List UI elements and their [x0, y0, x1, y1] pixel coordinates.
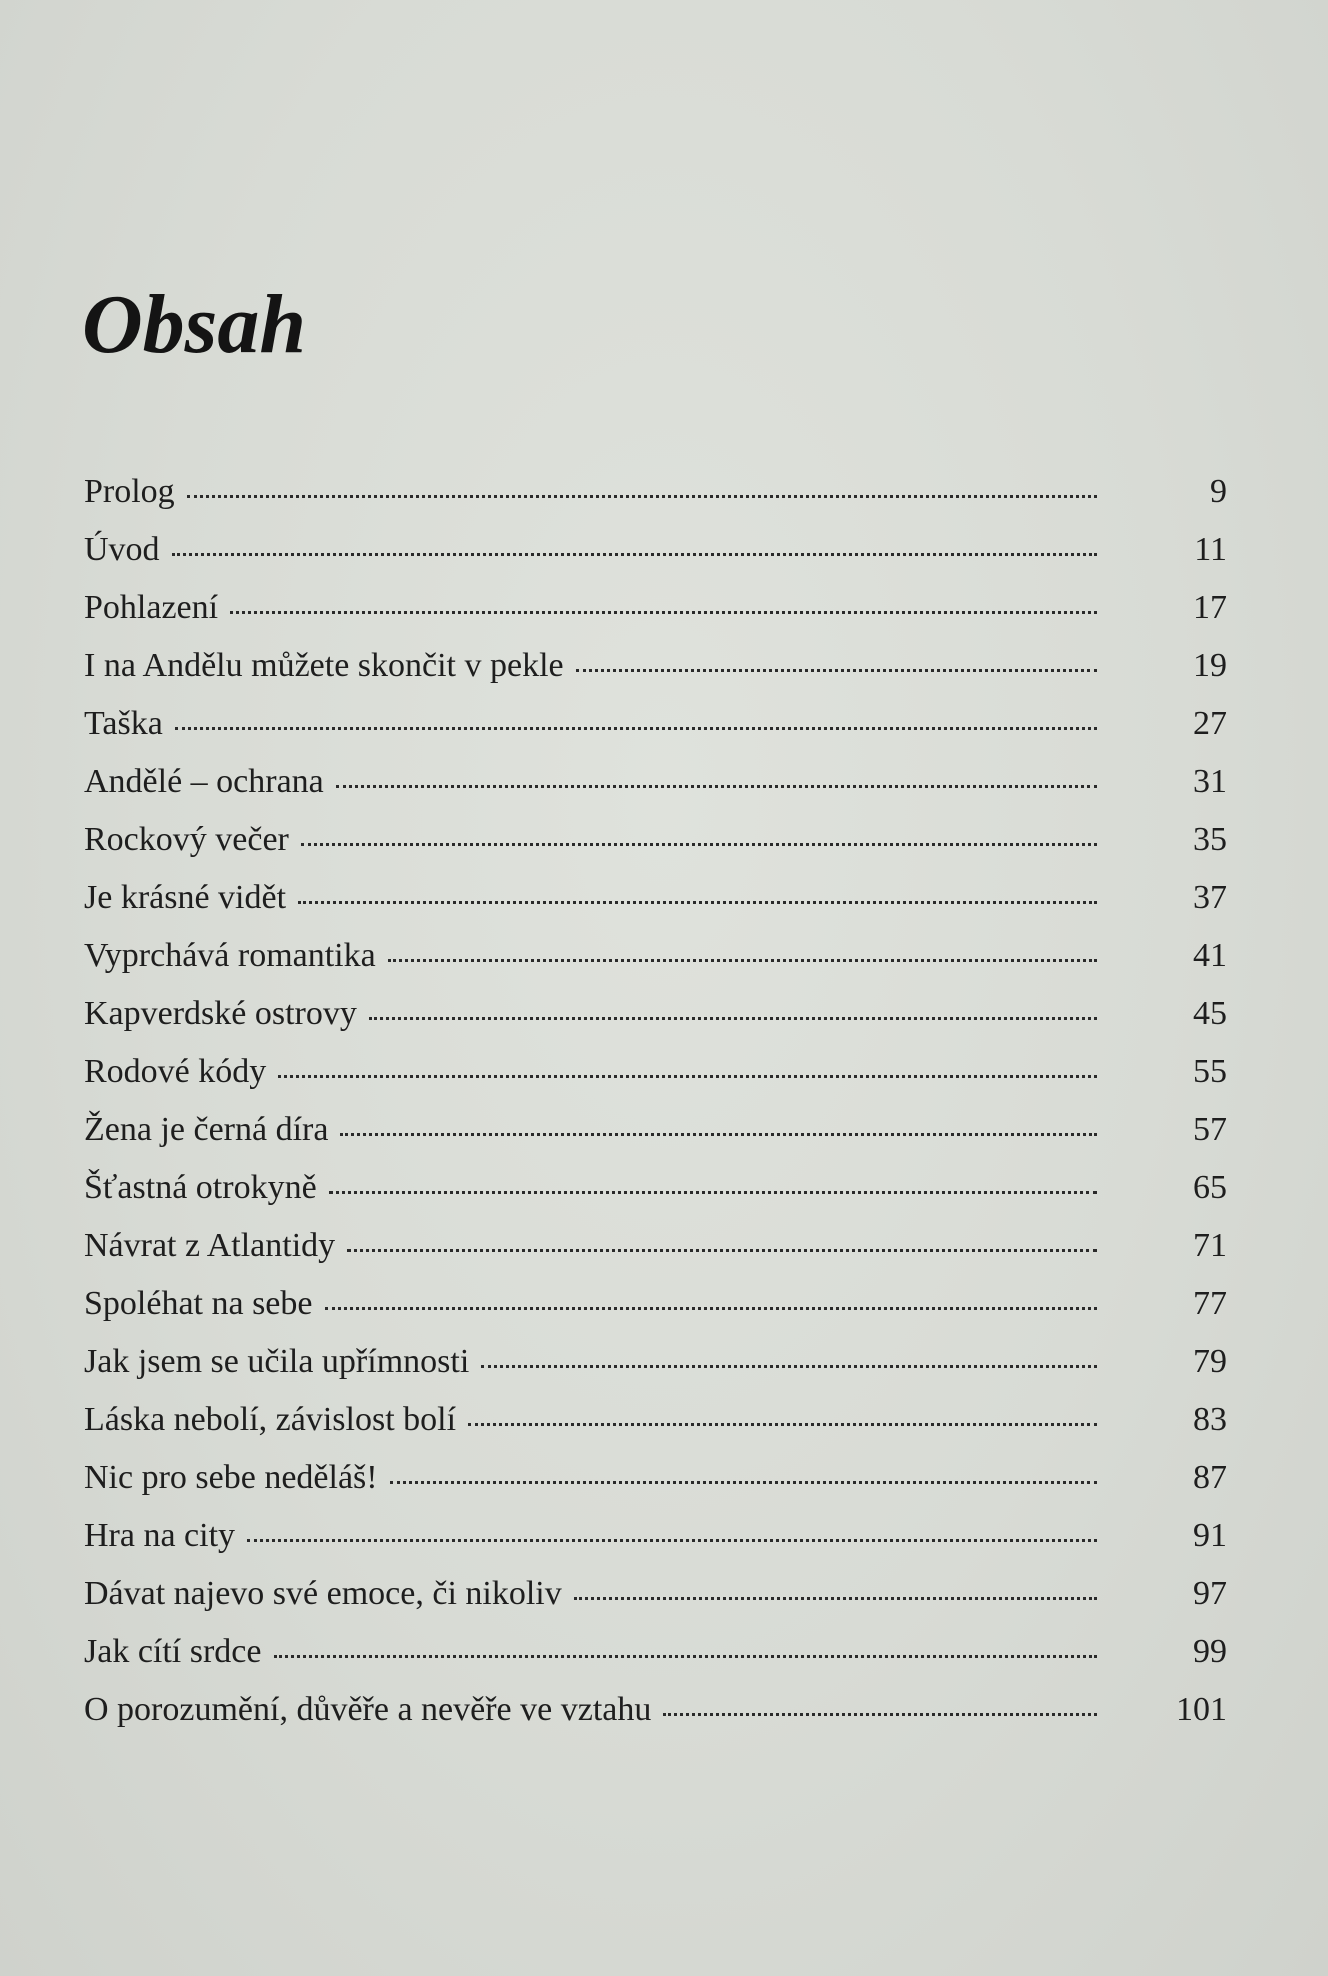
toc-entry-page-number: 55: [1193, 1053, 1227, 1090]
toc-entry: [84, 1333, 1227, 1391]
dot-leader: [175, 727, 1097, 730]
toc-entry-page-number: 9: [1210, 473, 1227, 510]
toc-entry: [84, 1159, 1227, 1217]
toc-entry-title: Dávat najevo své emoce, či nikoliv: [84, 1575, 562, 1612]
dot-leader: [663, 1713, 1097, 1716]
toc-entry: [84, 1043, 1227, 1101]
toc-entry: [84, 985, 1227, 1043]
toc-entry-title: Jak jsem se učila upřímnosti: [84, 1343, 470, 1380]
dot-leader: [576, 669, 1097, 672]
toc-entry-title: Návrat z Atlantidy: [84, 1227, 336, 1264]
dot-leader: [369, 1017, 1097, 1020]
dot-leader: [325, 1307, 1098, 1310]
toc-entry-page-number: 97: [1193, 1575, 1227, 1612]
dot-leader: [230, 611, 1097, 614]
toc-entry: [84, 1565, 1227, 1623]
toc-entry-title: Taška: [84, 705, 163, 742]
toc-entry-page-number: 101: [1176, 1691, 1227, 1728]
dot-leader: [247, 1539, 1097, 1542]
toc-entry-title: Šťastná otrokyně: [84, 1169, 317, 1206]
toc-entry-page-number: 87: [1193, 1459, 1227, 1496]
toc-entry-page-number: 83: [1193, 1401, 1227, 1438]
toc-entry: [84, 579, 1227, 637]
table-of-contents: [84, 463, 1227, 1739]
toc-entry-page-number: 31: [1193, 763, 1227, 800]
toc-entry: [84, 1275, 1227, 1333]
toc-entry: [84, 1623, 1227, 1681]
toc-entry-page-number: 79: [1193, 1343, 1227, 1380]
toc-entry-title: Vyprchává romantika: [84, 937, 376, 974]
toc-entry-page-number: 19: [1193, 647, 1227, 684]
dot-leader: [574, 1597, 1097, 1600]
dot-leader: [187, 495, 1097, 498]
toc-entry: [84, 1507, 1227, 1565]
toc-entry-page-number: 17: [1193, 589, 1227, 626]
toc-entry-title: Prolog: [84, 473, 175, 510]
toc-entry: [84, 869, 1227, 927]
toc-entry: [84, 811, 1227, 869]
toc-entry-title: Hra na city: [84, 1517, 236, 1554]
toc-entry-title: Kapverdské ostrovy: [84, 995, 357, 1032]
toc-entry: [84, 695, 1227, 753]
dot-leader: [172, 553, 1097, 556]
toc-entry-page-number: 99: [1193, 1633, 1227, 1670]
toc-entry-title: O porozumění, důvěře a nevěře ve vztahu: [84, 1691, 652, 1728]
toc-entry-page-number: 11: [1194, 531, 1227, 568]
toc-entry-page-number: 37: [1193, 879, 1227, 916]
toc-entry: [84, 521, 1227, 579]
dot-leader: [301, 843, 1097, 846]
toc-entry-title: Nic pro sebe neděláš!: [84, 1459, 378, 1496]
toc-entry: [84, 637, 1227, 695]
dot-leader: [329, 1191, 1097, 1194]
toc-entry-title: Pohlazení: [84, 589, 219, 626]
dot-leader: [468, 1423, 1097, 1426]
toc-entry: [84, 1681, 1227, 1739]
dot-leader: [390, 1481, 1097, 1484]
toc-entry-page-number: 27: [1193, 705, 1227, 742]
toc-entry-title: Rockový večer: [84, 821, 289, 858]
toc-entry: [84, 1449, 1227, 1507]
toc-entry: [84, 927, 1227, 985]
dot-leader: [481, 1365, 1097, 1368]
toc-entry-title: Úvod: [84, 531, 160, 568]
toc-entry-title: Žena je černá díra: [84, 1111, 329, 1148]
toc-entry-page-number: 45: [1193, 995, 1227, 1032]
dot-leader: [278, 1075, 1097, 1078]
toc-entry-page-number: 65: [1193, 1169, 1227, 1206]
dot-leader: [274, 1655, 1098, 1658]
toc-entry-page-number: 35: [1193, 821, 1227, 858]
toc-entry: [84, 1217, 1227, 1275]
toc-entry-page-number: 57: [1193, 1111, 1227, 1148]
toc-entry: [84, 1391, 1227, 1449]
toc-entry-title: Jak cítí srdce: [84, 1633, 262, 1670]
page-title: Obsah: [82, 278, 307, 371]
toc-entry-page-number: 41: [1193, 937, 1227, 974]
toc-entry-page-number: 91: [1193, 1517, 1227, 1554]
toc-entry-title: Láska nebolí, závislost bolí: [84, 1401, 457, 1438]
dot-leader: [298, 901, 1097, 904]
toc-entry: [84, 463, 1227, 521]
dot-leader: [336, 785, 1097, 788]
toc-entry-title: Rodové kódy: [84, 1053, 267, 1090]
toc-entry-title: Spoléhat na sebe: [84, 1285, 313, 1322]
toc-entry: [84, 753, 1227, 811]
toc-entry-title: Andělé – ochrana: [84, 763, 324, 800]
toc-entry-title: I na Andělu můžete skončit v pekle: [84, 647, 564, 684]
toc-entry-page-number: 77: [1193, 1285, 1227, 1322]
dot-leader: [388, 959, 1097, 962]
toc-entry-title: Je krásné vidět: [84, 879, 287, 916]
dot-leader: [340, 1133, 1097, 1136]
toc-entry-page-number: 71: [1193, 1227, 1227, 1264]
toc-entry: [84, 1101, 1227, 1159]
dot-leader: [347, 1249, 1097, 1252]
